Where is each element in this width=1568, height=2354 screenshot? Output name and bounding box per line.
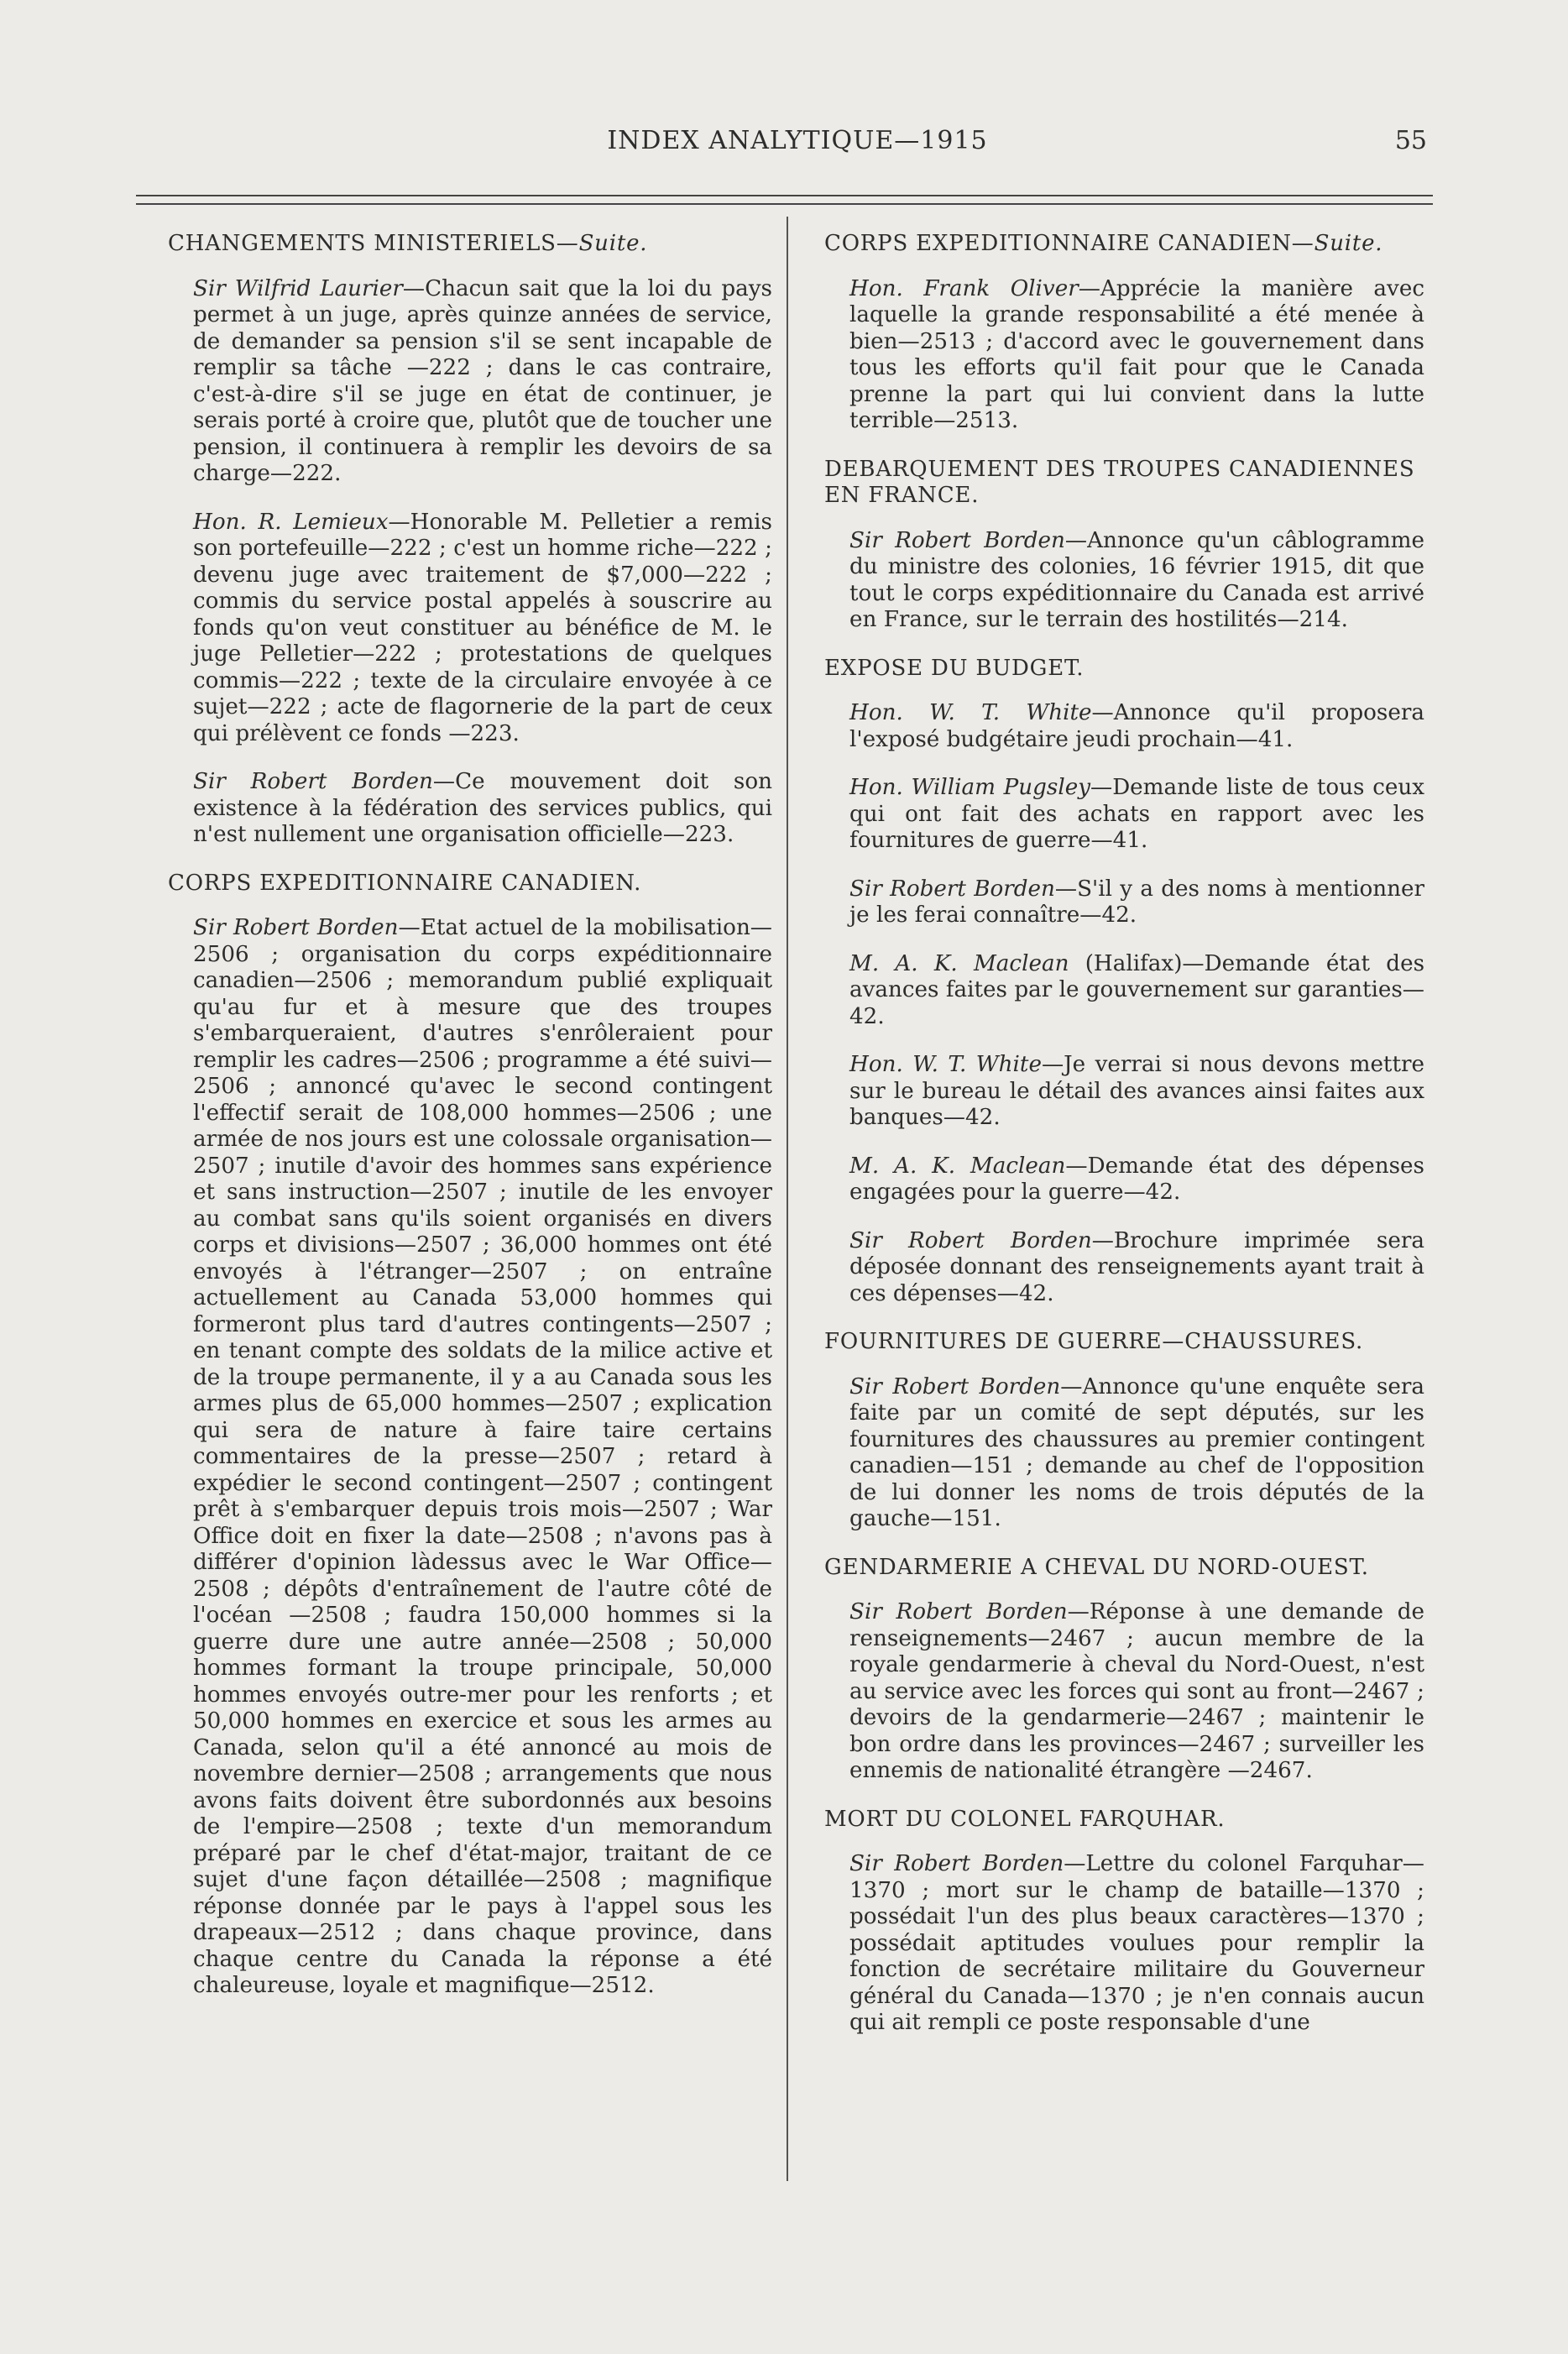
entry-text: —S'il y a des noms à mentionner je les ferai connaître—42.: [849, 876, 1424, 928]
running-header: [168, 126, 1427, 168]
section-heading-text: CORPS EXPEDITIONNAIRE CANADIEN.: [168, 870, 642, 896]
index-section: [168, 231, 772, 849]
speaker-name: Sir Robert Borden: [849, 1227, 1092, 1253]
index-section: [168, 871, 772, 2000]
section-heading: [824, 457, 1424, 510]
index-section: [824, 656, 1424, 1308]
column-divider: [787, 217, 788, 2181]
index-section: [824, 1807, 1424, 2037]
section-heading-text: CORPS EXPEDITIONNAIRE CANADIEN—: [824, 231, 1315, 256]
index-entry: [824, 528, 1424, 634]
entry-text: —Brochure imprimée sera déposée donnant des renseignements ayant trait à ces dépenses—42.: [849, 1227, 1424, 1306]
index-section: [824, 1555, 1424, 1785]
left-column: [168, 231, 772, 2022]
page-number: 55: [1394, 126, 1427, 155]
entry-text: —Annonce qu'une enquête sera faite par un comité de sept députés, sur les fournitures des chaussures au premier contingent canadien—151 ; demande au chef de l'opposition de lui donner les noms de trois députés de la gauche—151.: [849, 1373, 1424, 1531]
entry-text: —Je verrai si nous devons mettre sur le bureau le détail des avances ainsi faites aux banques—42.: [849, 1052, 1424, 1130]
section-heading: [168, 871, 772, 897]
index-entry: [824, 876, 1424, 929]
index-entry: [824, 276, 1424, 435]
speaker-name: Sir Robert Borden: [849, 1599, 1068, 1624]
section-heading-suffix: Suite.: [1314, 231, 1383, 256]
index-entry: [824, 1374, 1424, 1533]
speaker-name: M. A. K. Maclean: [849, 1153, 1066, 1179]
section-heading-text: FOURNITURES DE GUERRE—CHAUSSURES.: [824, 1329, 1364, 1354]
entry-text: —Ce mouvement doit son existence à la fédération des services publics, qui n'est nullement une organisation officielle—223.: [193, 769, 772, 847]
entry-text: —Honorable M. Pelletier a remis son portefeuille—222 ; c'est un homme riche—222 ; devenu juge avec traitement de $7,000—222 ; commis du service postal appelés à souscrire au fonds qu'on veut constituer au bénéfice de M. le juge Pelletier—222 ; protestations de quelques commis—222 ; texte de la circulaire envoyée à ce sujet—222 ; acte de flagornerie de la part de ceux qui prélèvent ce fonds —223.: [193, 509, 772, 746]
index-entry: [824, 1052, 1424, 1132]
section-heading: [824, 231, 1424, 258]
index-entry: [168, 915, 772, 2000]
speaker-name: Sir Robert Borden: [849, 1373, 1061, 1399]
entry-text: —Annonce qu'il proposera l'exposé budgétaire jeudi prochain—41.: [849, 700, 1424, 752]
entry-text: —Apprécie la manière avec laquelle la grande responsabilité a été menée à bien—2513 ; d'accord avec le gouvernement dans tous les efforts qu'il fait pour que le Canada prenne la part qui lui convient dans la lutte terrible—2513.: [849, 275, 1424, 433]
right-column: [824, 231, 1424, 2058]
index-entry: [824, 1851, 1424, 2037]
running-head-title: INDEX ANALYTIQUE—1915: [607, 126, 988, 155]
index-entry: [824, 1228, 1424, 1308]
entry-text: (Halifax)—Demande état des avances faites par le gouvernement sur garanties—42.: [849, 950, 1425, 1029]
entry-text: —Etat actuel de la mobilisation—2506 ; organisation du corps expéditionnaire canadien—2506 ; memorandum publié expliquait qu'au fur et à mesure que des troupes s'embarqueraient, d'autres s'enrôleraient pour remplir les cadres—2506 ; programme a été suivi—2506 ; annoncé qu'avec le second contingent l'effectif serait de 108,000 hommes—2506 ; une armée de nos jours est une colossale organisation—2507 ; inutile d'avoir des hommes sans expérience et sans instruction—2507 ; inutile de les envoyer au combat sans qu'ils soient organisés en divers corps et divisions—2507 ; 36,000 hommes ont été envoyés à l'étranger—2507 ; on entraîne actuellement au Canada 53,000 hommes qui formeront plus tard d'autres contingents—2507 ; en tenant compte des soldats de la milice active et de la troupe permanente, il y a au Canada sous les armes plus de 65,000 hommes—2507 ; explication qui sera de nature à faire taire certains commentaires de la presse—2507 ; retard à expédier le second contingent—2507 ; contingent prêt à s'embarquer depuis trois mois—2507 ; War Office doit en fixer la date—2508 ; n'avons pas à différer d'opinion làdessus avec le War Office—2508 ; dépôts d'entraînement de l'autre côté de l'océan —2508 ; faudra 150,000 hommes si la guerre dure une autre année—2508 ; 50,000 hommes formant la troupe principale, 50,000 hommes envoyés outre-mer pour les renforts ; et 50,000 hommes en exercice et sous les armes au Canada, selon qu'il a été annoncé au mois de novembre dernier—2508 ; arrangements que nous avons faits doivent être subordonnés aux besoins de l'empire—2508 ; texte d'un memorandum préparé par le chef d'état-major, traitant de ce sujet d'une façon détaillée—2508 ; magnifique réponse donnée par le pays à l'appel sous les drapeaux—2512 ; dans chaque province, dans chaque centre du Canada la réponse a été chaleureuse, loyale et magnifique—2512.: [193, 915, 772, 1998]
section-heading-suffix: Suite.: [578, 231, 648, 256]
entry-text: —Demande état des dépenses engagées pour la guerre—42.: [849, 1153, 1424, 1205]
section-heading-text: CHANGEMENTS MINISTERIELS—: [168, 231, 579, 256]
speaker-name: Hon. William Pugsley: [849, 775, 1090, 800]
index-entry: [824, 1599, 1424, 1785]
section-heading-text: DEBARQUEMENT DES TROUPES CANADIENNES EN FRANCE.: [824, 456, 1415, 508]
speaker-name: Hon. W. T. White: [849, 700, 1092, 725]
index-section: [824, 1329, 1424, 1533]
section-heading-text: EXPOSE DU BUDGET.: [824, 655, 1085, 681]
speaker-name: Hon. W. T. White: [849, 1052, 1042, 1077]
index-section: [824, 457, 1424, 634]
section-heading-text: MORT DU COLONEL FARQUHAR.: [824, 1806, 1226, 1832]
section-heading: [824, 656, 1424, 683]
entry-text: —Réponse à une demande de renseignements—2467 ; aucun membre de la royale gendarmerie à cheval du Nord-Ouest, n'est au service avec les forces qui sont au front—2467 ; devoirs de la gendarmerie—2467 ; maintenir le bon ordre dans les provinces—2467 ; surveiller les ennemis de nationalité étrangère —2467.: [849, 1599, 1424, 1783]
entry-text: —Annonce qu'un câblogramme du ministre des colonies, 16 février 1915, dit que tout le corps expéditionnaire du Canada est arrivé en France, sur le terrain des hostilités—214.: [849, 527, 1424, 632]
section-heading: [824, 1555, 1424, 1582]
speaker-name: Sir Robert Borden: [193, 915, 399, 940]
speaker-name: Hon. R. Lemieux: [193, 509, 389, 535]
speaker-name: M. A. K. Maclean: [849, 950, 1069, 976]
index-entry: [168, 276, 772, 488]
index-section: [824, 231, 1424, 435]
header-rule-bottom: [136, 203, 1433, 205]
section-heading: [824, 1807, 1424, 1834]
speaker-name: Sir Wilfrid Laurier: [193, 275, 403, 301]
index-entry: [824, 700, 1424, 753]
entry-text: —Lettre du colonel Farquhar—1370 ; mort sur le champ de bataille—1370 ; possédait l'un des plus beaux caractères—1370 ; possédait aptitudes voulues pour remplir la fonction de secrétaire militaire du Gouverneur général du Canada—1370 ; je n'en connais aucun qui ait rempli ce poste responsable d'une: [849, 1851, 1424, 2035]
header-rule-top: [136, 195, 1433, 196]
entry-text: —Chacun sait que la loi du pays permet à un juge, après quinze années de service, de demander sa pension s'il se sent incapable de remplir sa tâche —222 ; dans le cas contraire, c'est-à-dire s'il se juge en état de continuer, je serais porté à croire que, plutôt que de toucher une pension, il continuera à remplir les devoirs de sa charge—222.: [193, 275, 772, 486]
section-heading-text: GENDARMERIE A CHEVAL DU NORD-OUEST.: [824, 1554, 1369, 1580]
section-heading: [168, 231, 772, 258]
index-entry: [824, 775, 1424, 855]
index-entry: [824, 951, 1424, 1031]
speaker-name: Sir Robert Borden: [849, 876, 1055, 902]
speaker-name: Sir Robert Borden: [849, 527, 1065, 553]
index-entry: [168, 769, 772, 849]
section-heading: [824, 1329, 1424, 1356]
index-entry: [824, 1153, 1424, 1206]
entry-text: —Demande liste de tous ceux qui ont fait des achats en rapport avec les fournitures de guerre—41.: [849, 775, 1424, 853]
speaker-name: Sir Robert Borden: [193, 769, 433, 794]
speaker-name: Sir Robert Borden: [849, 1851, 1064, 1876]
speaker-name: Hon. Frank Oliver: [849, 275, 1079, 301]
index-entry: [168, 510, 772, 748]
